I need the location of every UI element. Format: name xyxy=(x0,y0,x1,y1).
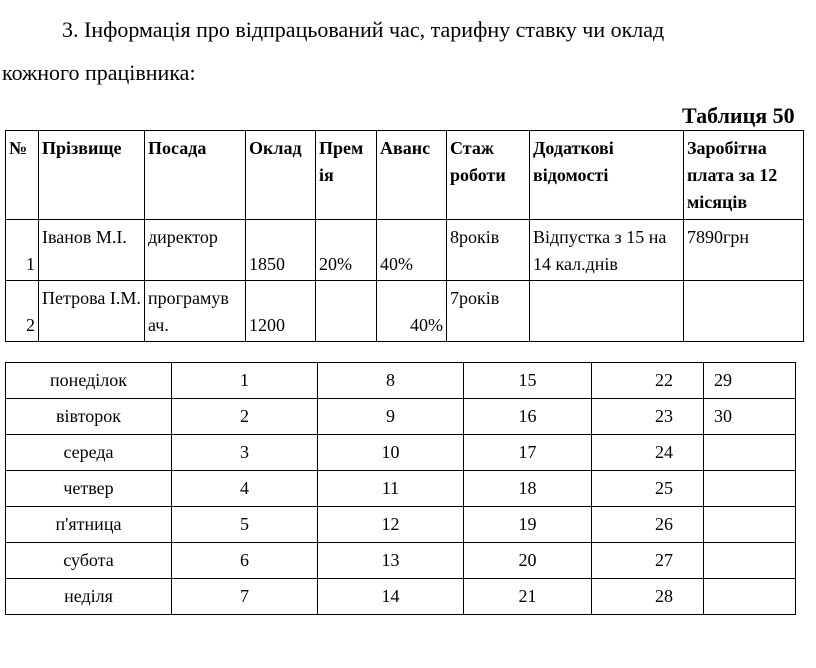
bonus-value: 20% xyxy=(319,254,352,274)
weekday-cell: понеділок xyxy=(6,363,172,399)
date-cell: 10 xyxy=(318,435,464,471)
intro-line-1: 3. Інформація про відпрацьований час, тарифну ставку чи оклад xyxy=(62,17,665,42)
header-num: № xyxy=(6,131,39,220)
date-cell: 21 xyxy=(464,579,592,615)
date-cell: 5 xyxy=(172,507,318,543)
calendar-row xyxy=(6,435,796,471)
weekday-cell: середа xyxy=(6,435,172,471)
calendar-row xyxy=(6,363,796,399)
date-cell: 24 xyxy=(592,435,704,471)
cell-advance xyxy=(377,281,447,342)
header-position: Посада xyxy=(145,131,246,220)
weekday-cell: четвер xyxy=(6,471,172,507)
calendar-row xyxy=(6,399,796,435)
cell-surname: Петрова І.М. xyxy=(39,281,145,342)
date-cell: 28 xyxy=(592,579,704,615)
salary-value: 1200 xyxy=(249,315,285,335)
table-row xyxy=(6,220,804,281)
header-annual-pay: Заробітна плата за 12 місяців xyxy=(684,131,804,220)
salary-value: 1850 xyxy=(249,254,285,274)
calendar-table xyxy=(5,362,796,615)
advance-value: 40% xyxy=(380,254,413,274)
date-cell: 17 xyxy=(464,435,592,471)
date-cell: 18 xyxy=(464,471,592,507)
cell-position: програмув ач. xyxy=(145,281,246,342)
date-cell: 8 xyxy=(318,363,464,399)
cell-bonus xyxy=(316,220,377,281)
cell-surname: Іванов М.І. xyxy=(39,220,145,281)
date-cell: 29 xyxy=(704,363,796,399)
bonus-value xyxy=(319,285,373,312)
cell-num xyxy=(6,220,39,281)
header-extra: Додаткові відомості xyxy=(530,131,684,220)
date-cell: 23 xyxy=(592,399,704,435)
date-cell: 20 xyxy=(464,543,592,579)
weekday-cell: неділя xyxy=(6,579,172,615)
header-salary: Оклад xyxy=(246,131,316,220)
weekday-cell: вівторок xyxy=(6,399,172,435)
date-cell: 4 xyxy=(172,471,318,507)
date-cell: 11 xyxy=(318,471,464,507)
date-cell: 30 xyxy=(704,399,796,435)
date-cell: 15 xyxy=(464,363,592,399)
date-cell: 7 xyxy=(172,579,318,615)
date-cell xyxy=(704,471,796,507)
date-cell: 3 xyxy=(172,435,318,471)
header-advance: Аванс xyxy=(377,131,447,220)
date-cell: 12 xyxy=(318,507,464,543)
date-cell: 9 xyxy=(318,399,464,435)
header-row xyxy=(6,131,804,220)
date-cell xyxy=(704,543,796,579)
date-cell: 1 xyxy=(172,363,318,399)
weekday-cell: п'ятница xyxy=(6,507,172,543)
cell-annual-pay xyxy=(684,281,804,342)
cell-experience: 8років xyxy=(447,220,530,281)
cell-extra xyxy=(530,281,684,342)
date-cell: 26 xyxy=(592,507,704,543)
header-experience: Стаж роботи xyxy=(447,131,530,220)
weekday-cell: субота xyxy=(6,543,172,579)
intro-line-2: кожного працівника: xyxy=(2,60,196,85)
employees-table xyxy=(5,130,804,342)
date-cell xyxy=(704,579,796,615)
cell-num xyxy=(6,281,39,342)
date-cell: 25 xyxy=(592,471,704,507)
cell-annual-pay: 7890грн xyxy=(684,220,804,281)
date-cell xyxy=(704,507,796,543)
calendar-row xyxy=(6,471,796,507)
date-cell: 27 xyxy=(592,543,704,579)
date-cell: 6 xyxy=(172,543,318,579)
calendar-row xyxy=(6,579,796,615)
cell-bonus xyxy=(316,281,377,342)
date-cell: 2 xyxy=(172,399,318,435)
table-caption: Таблиця 50 xyxy=(682,103,795,128)
header-surname: Прізвище xyxy=(39,131,145,220)
cell-advance xyxy=(377,220,447,281)
row-num: 2 xyxy=(26,315,35,335)
date-cell: 13 xyxy=(318,543,464,579)
table-row xyxy=(6,281,804,342)
date-cell: 19 xyxy=(464,507,592,543)
cell-position: директор xyxy=(145,220,246,281)
cell-extra: Відпустка з 15 на 14 кал.днів xyxy=(530,220,684,281)
cell-salary xyxy=(246,281,316,342)
row-num: 1 xyxy=(26,254,35,274)
date-cell: 16 xyxy=(464,399,592,435)
cell-experience: 7років xyxy=(447,281,530,342)
calendar-row xyxy=(6,543,796,579)
cell-salary xyxy=(246,220,316,281)
date-cell: 14 xyxy=(318,579,464,615)
calendar-row xyxy=(6,507,796,543)
header-bonus: Прем ія xyxy=(316,131,377,220)
date-cell xyxy=(704,435,796,471)
advance-value: 40% xyxy=(410,315,443,335)
date-cell: 22 xyxy=(592,363,704,399)
